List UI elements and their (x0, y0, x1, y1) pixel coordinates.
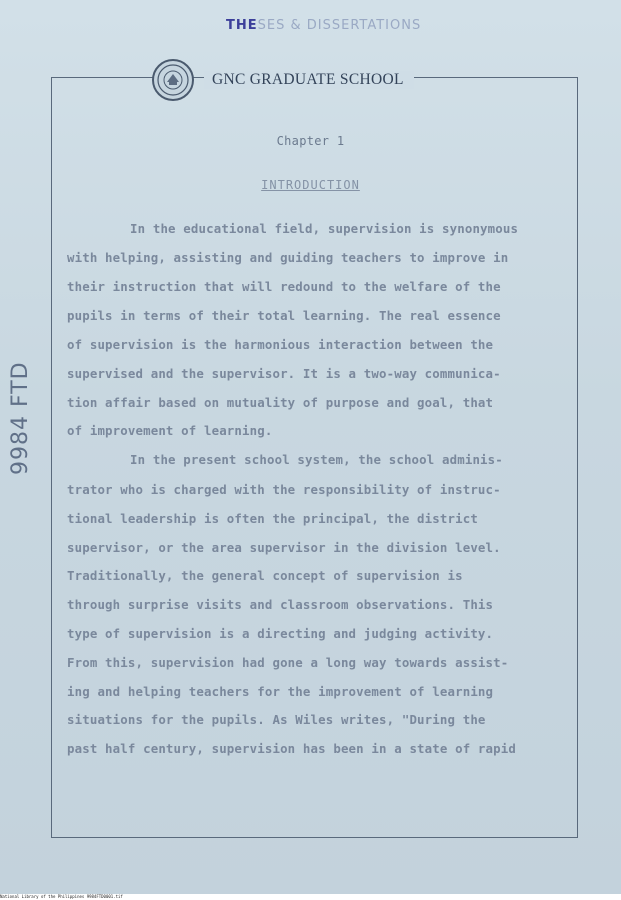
body-line: type of supervision is a directing and judging activity. (67, 626, 494, 641)
body-line: From this, supervision had gone a long way towards assist- (67, 655, 509, 670)
body-line: Traditionally, the general concept of supervision is (67, 568, 463, 583)
body-line: pupils in terms of their total learning. The real essence (67, 308, 501, 323)
school-name: GNC GRADUATE SCHOOL (204, 71, 414, 89)
body-line: supervised and the supervisor. It is a two-way communica- (67, 366, 501, 381)
body-line: situations for the pupils. As Wiles writes, "During the (67, 712, 486, 727)
body-line: trator who is charged with the responsibility of instruc- (67, 482, 501, 497)
body-line: of supervision is the harmonious interaction between the (67, 337, 494, 352)
school-seal-icon (152, 59, 194, 101)
body-line: of improvement of learning. (67, 423, 273, 438)
body-line: tion affair based on mutuality of purpose and goal, that (67, 395, 494, 410)
body-line: tional leadership is often the principal, the district (67, 511, 478, 526)
theses-stamp (226, 18, 421, 33)
body-line: ing and helping teachers for the improvement of learning (67, 684, 494, 699)
body-line: with helping, assisting and guiding teachers to improve in (67, 250, 509, 265)
body-line: through surprise visits and classroom observations. This (67, 597, 494, 612)
chapter-label: Chapter 1 (276, 134, 345, 148)
body-line: In the educational field, supervision is synonymous (130, 221, 519, 236)
body-line: their instruction that will redound to the welfare of the (67, 279, 501, 294)
body-line: past half century, supervision has been in a state of rapid (67, 741, 516, 756)
chapter-title: INTRODUCTION (261, 178, 360, 192)
handwritten-margin-note: 9984 FTD (8, 361, 33, 475)
body-line: supervisor, or the area supervisor in the division level. (67, 540, 501, 555)
body-line: In the present school system, the school adminis- (130, 452, 503, 467)
stamp-rest: SES & DISSERTATIONS (257, 18, 422, 33)
scan-footer: National Library of the Philippines 9984FTD0001.tif (0, 894, 621, 900)
stamp-prefix: THE (226, 18, 258, 33)
